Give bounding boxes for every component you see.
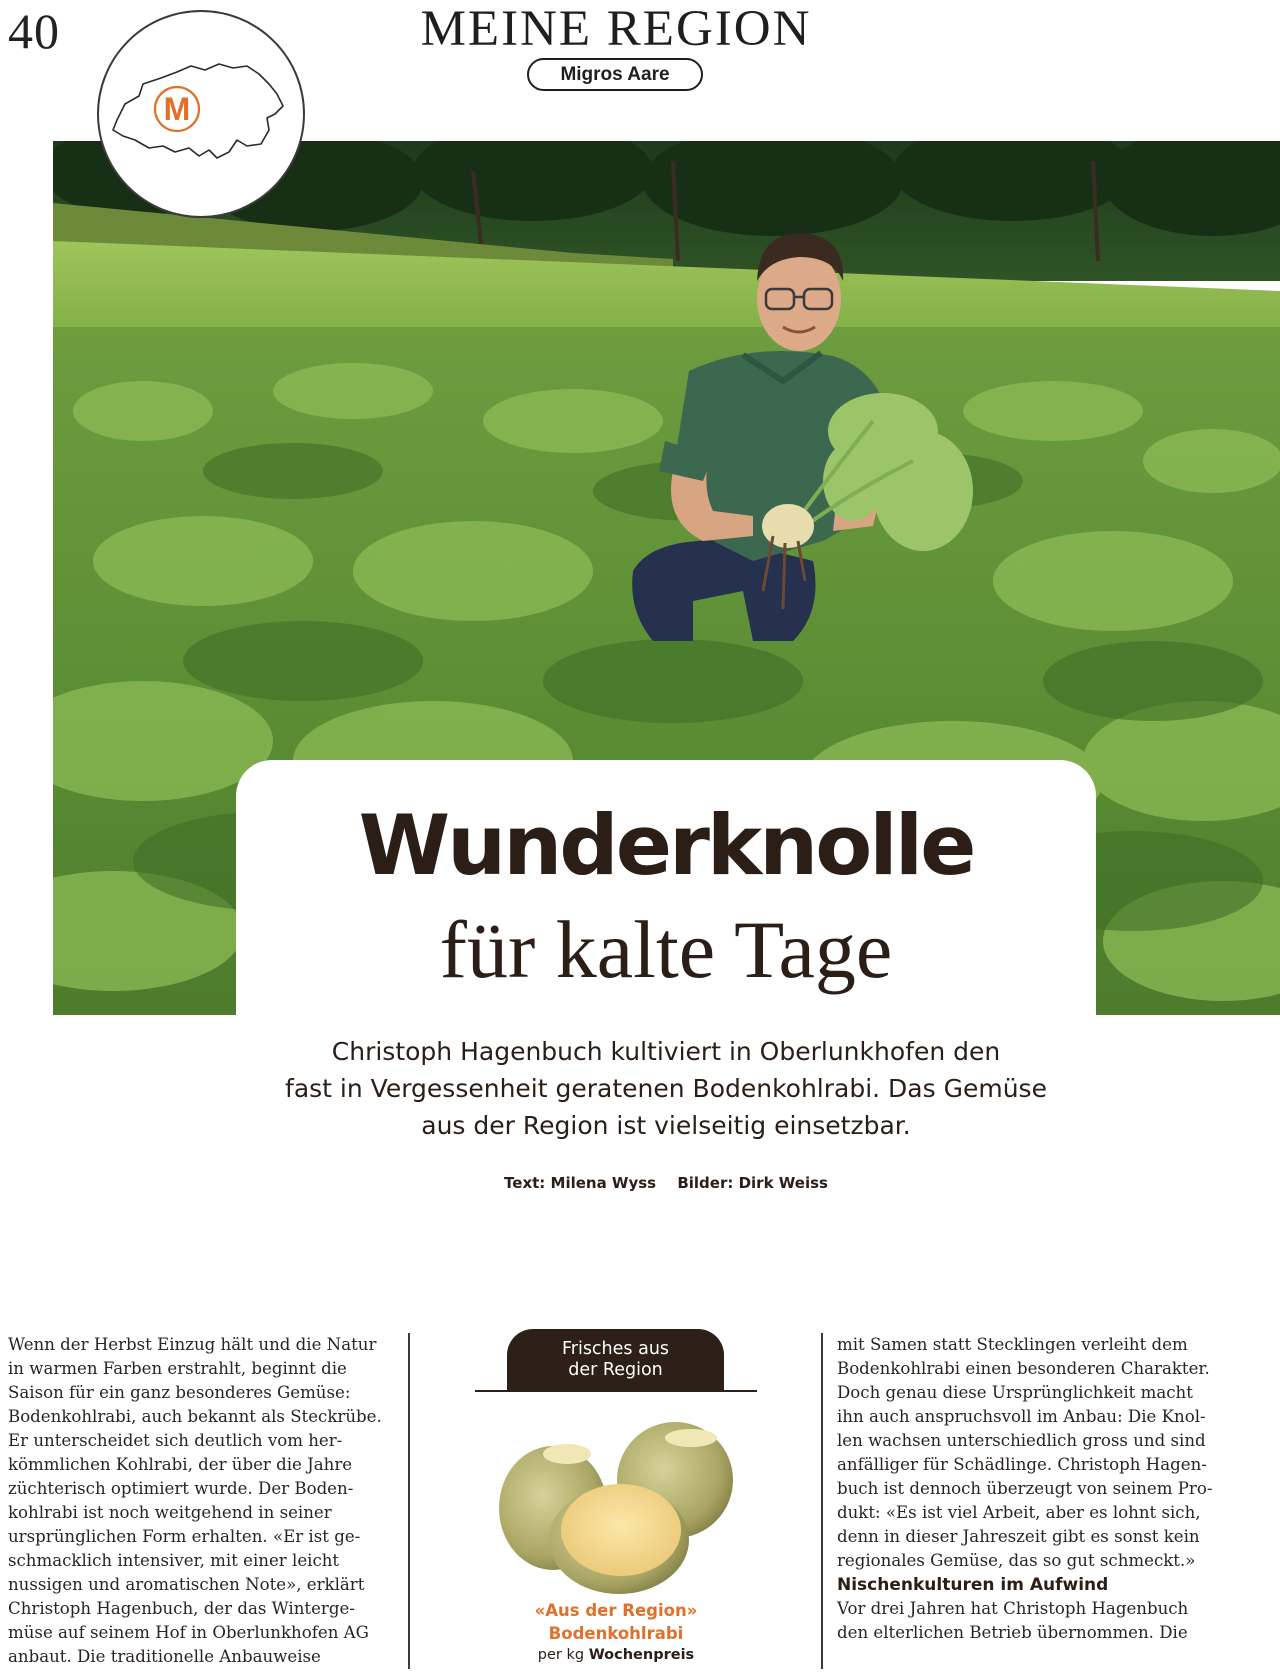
text-line: Er unterscheidet sich deutlich vom her- [8,1431,343,1450]
text-line: den elterlichen Betrieb übernommen. Die [837,1623,1188,1642]
text-line: Christoph Hagenbuch, der das Winterge- [8,1599,355,1618]
section-subheading: Nischenkulturen im Aufwind [837,1575,1109,1595]
price-label: Wochenpreis [588,1647,695,1663]
text-line: Bodenkohlrabi, auch bekannt als Steckrübe. [8,1407,382,1426]
text-line: anbaut. Die traditionelle Anbauweise [8,1647,321,1666]
author-credit: Text: Milena Wyss [504,1174,657,1192]
article-column-right [837,1333,1239,1645]
text-line: kömmlichen Kohlrabi, der über die Jahre [8,1455,353,1474]
text-line: züchterisch optimiert wurde. Der Boden- [8,1479,354,1498]
article-column-left [8,1333,394,1669]
column-divider [821,1333,823,1669]
text-line: dukt: «Es ist viel Arbeit, aber es lohnt sich, [837,1503,1201,1522]
product-name [475,1599,757,1645]
text-line: ihn auch anspruchsvoll im Anbau: Die Knol- [837,1407,1206,1426]
lead-line: fast in Vergessenheit geratenen Bodenkohlrabi. Das Gemüse [285,1074,1047,1103]
product-line: «Aus der Region» [534,1601,698,1620]
text-line: nussigen und aromatischen Note», erklärt [8,1575,365,1594]
text-line: anfälliger für Schädlinge. Christoph Hagen- [837,1455,1207,1474]
text-line: mit Samen statt Stecklingen verleiht dem [837,1335,1188,1354]
text-line: müse auf seinem Hof in Oberlunkhofen AG [8,1623,369,1642]
lead-paragraph [236,1033,1096,1144]
switzerland-outline-icon [99,12,303,216]
promo-rule [475,1390,757,1392]
price-info [475,1647,757,1663]
price-unit: per kg [537,1647,585,1663]
column-divider [408,1333,410,1669]
migros-logo-letter: M [163,91,191,127]
promo-tab-line: der Region [568,1360,663,1380]
promo-tab [507,1329,724,1391]
text-line: ursprünglichen Form erhalten. «Er ist ge- [8,1527,361,1546]
text-line: in warmen Farben erstrahlt, beginnt die [8,1359,347,1378]
switzerland-map-logo [97,10,305,218]
text-line: kohlrabi ist noch weitgehend in seiner [8,1503,332,1522]
lead-line: Christoph Hagenbuch kultiviert in Oberlunkhofen den [331,1037,1001,1066]
section-title: MEINE REGION [420,1,812,57]
product-line: Bodenkohlrabi [548,1624,684,1643]
text-line: Doch genau diese Ursprünglichkeit macht [837,1383,1193,1402]
lead-line: aus der Region ist vielseitig einsetzbar. [421,1111,911,1140]
promo-tab-line: Frisches aus [561,1339,670,1359]
photo-credit: Bilder: Dirk Weiss [677,1174,828,1192]
text-line: regionales Gemüse, das so gut schmeckt.» [837,1551,1196,1570]
text-line: Vor drei Jahren hat Christoph Hagenbuch [837,1599,1189,1618]
text-line: schmacklich intensiver, mit einer leicht [8,1551,340,1570]
headline-sub: für kalte Tage [439,904,893,995]
turnip-product-image [495,1420,741,1596]
text-line: denn in dieser Jahreszeit gibt es sonst kein [837,1527,1200,1546]
text-line: Saison für ein ganz besonderes Gemüse: [8,1383,351,1402]
byline [236,1174,1096,1192]
headline: Wunderknolle [358,797,974,894]
text-line: Bodenkohlrabi einen besonderen Charakter. [837,1359,1210,1378]
text-line: buch ist dennoch überzeugt von seinem Pro- [837,1479,1213,1498]
text-line: Wenn der Herbst Einzug hält und die Natur [8,1335,377,1354]
region-badge: Migros Aare [527,58,703,91]
text-line: len wachsen unterschiedlich gross und sind [837,1431,1206,1450]
page-number: 40 [8,3,60,59]
